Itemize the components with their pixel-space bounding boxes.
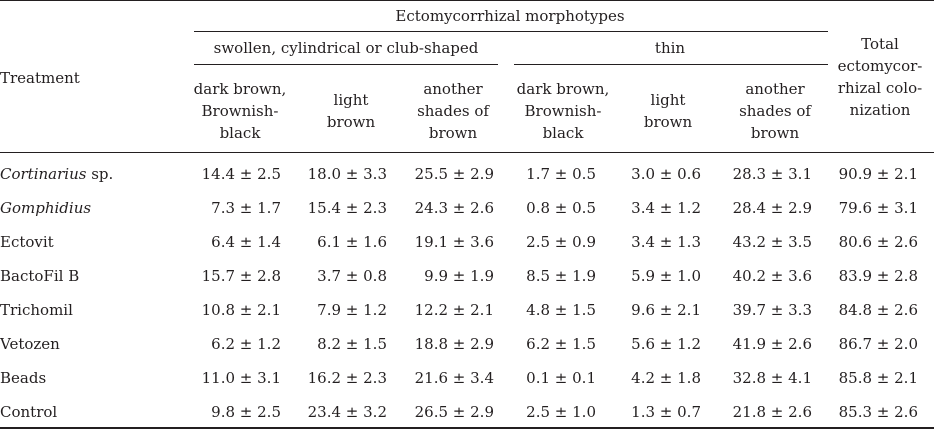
total-value: 85.8 ± 2.1	[838, 369, 918, 387]
value-cell: 12.2 ± 2.1	[414, 301, 494, 319]
value-cell: 3.7 ± 0.8	[317, 267, 387, 285]
value-cell: 7.3 ± 1.7	[211, 199, 281, 217]
value-cell: 24.3 ± 2.6	[414, 199, 494, 217]
value-cell: 16.2 ± 2.3	[307, 369, 387, 387]
value-cell: 2.5 ± 0.9	[526, 233, 596, 251]
value-cell: 1.3 ± 0.7	[631, 403, 701, 421]
total-value: 90.9 ± 2.1	[838, 165, 918, 183]
value-cell: 11.0 ± 3.1	[201, 369, 281, 387]
total-value: 86.7 ± 2.0	[838, 335, 918, 353]
subgroup-rule-right	[514, 64, 828, 65]
value-cell: 43.2 ± 3.5	[732, 233, 812, 251]
value-cell: 4.8 ± 1.5	[526, 301, 596, 319]
value-cell: 9.6 ± 2.1	[631, 301, 701, 319]
value-cell: 1.7 ± 0.5	[526, 165, 596, 183]
value-cell: 18.0 ± 3.3	[307, 165, 387, 183]
treatment-name: Gomphidius	[0, 199, 92, 217]
treatment-name: Cortinarius sp.	[0, 165, 114, 183]
value-cell: 23.4 ± 3.2	[307, 403, 387, 421]
value-cell: 6.1 ± 1.6	[317, 233, 387, 251]
value-cell: 40.2 ± 3.6	[732, 267, 812, 285]
value-cell: 7.9 ± 1.2	[317, 301, 387, 319]
value-cell: 8.5 ± 1.9	[526, 267, 596, 285]
treatment-name: Vetozen	[0, 335, 60, 353]
value-cell: 26.5 ± 2.9	[414, 403, 494, 421]
value-cell: 6.4 ± 1.4	[211, 233, 281, 251]
treatment-name: Ectovit	[0, 233, 54, 251]
total-value: 85.3 ± 2.6	[838, 403, 918, 421]
subgroup-rule-left	[194, 64, 498, 65]
value-cell: 28.3 ± 3.1	[732, 165, 812, 183]
total-value: 80.6 ± 2.6	[838, 233, 918, 251]
value-cell: 0.8 ± 0.5	[526, 199, 596, 217]
value-cell: 15.4 ± 2.3	[307, 199, 387, 217]
value-cell: 19.1 ± 3.6	[414, 233, 494, 251]
value-cell: 28.4 ± 2.9	[732, 199, 812, 217]
value-cell: 15.7 ± 2.8	[201, 267, 281, 285]
treatment-name: Trichomil	[0, 301, 73, 319]
value-cell: 14.4 ± 2.5	[201, 165, 281, 183]
value-cell: 0.1 ± 0.1	[526, 369, 596, 387]
total-value: 83.9 ± 2.8	[838, 267, 918, 285]
value-cell: 3.4 ± 1.3	[631, 233, 701, 251]
value-cell: 9.9 ± 1.9	[424, 267, 494, 285]
value-cell: 21.6 ± 3.4	[414, 369, 494, 387]
value-cell: 5.9 ± 1.0	[631, 267, 701, 285]
total-value: 79.6 ± 3.1	[838, 199, 918, 217]
header-bottom-rule	[0, 152, 934, 153]
value-cell: 21.8 ± 2.6	[732, 403, 812, 421]
value-cell: 39.7 ± 3.3	[732, 301, 812, 319]
value-cell: 3.4 ± 1.2	[631, 199, 701, 217]
value-cell: 18.8 ± 2.9	[414, 335, 494, 353]
top-rule	[0, 0, 934, 1]
treatment-name: Beads	[0, 369, 47, 387]
subgroup-header-thin: thin	[654, 39, 686, 57]
value-cell: 9.8 ± 2.5	[211, 403, 281, 421]
total-value: 84.8 ± 2.6	[838, 301, 918, 319]
value-cell: 41.9 ± 2.6	[732, 335, 812, 353]
group-rule	[194, 31, 828, 32]
value-cell: 5.6 ± 1.2	[631, 335, 701, 353]
value-cell: 10.8 ± 2.1	[201, 301, 281, 319]
subgroup-header-swollen: swollen, cylindrical or club-shaped	[213, 39, 479, 57]
treatment-name: Control	[0, 403, 58, 421]
group-header: Ectomycorrhizal morphotypes	[395, 7, 625, 25]
value-cell: 6.2 ± 1.5	[526, 335, 596, 353]
treatment-header: Treatment	[0, 69, 80, 87]
value-cell: 4.2 ± 1.8	[631, 369, 701, 387]
treatment-name: BactoFil B	[0, 267, 80, 285]
value-cell: 8.2 ± 1.5	[317, 335, 387, 353]
value-cell: 32.8 ± 4.1	[732, 369, 812, 387]
value-cell: 3.0 ± 0.6	[631, 165, 701, 183]
value-cell: 6.2 ± 1.2	[211, 335, 281, 353]
bottom-rule	[0, 427, 934, 429]
value-cell: 2.5 ± 1.0	[526, 403, 596, 421]
value-cell: 25.5 ± 2.9	[414, 165, 494, 183]
